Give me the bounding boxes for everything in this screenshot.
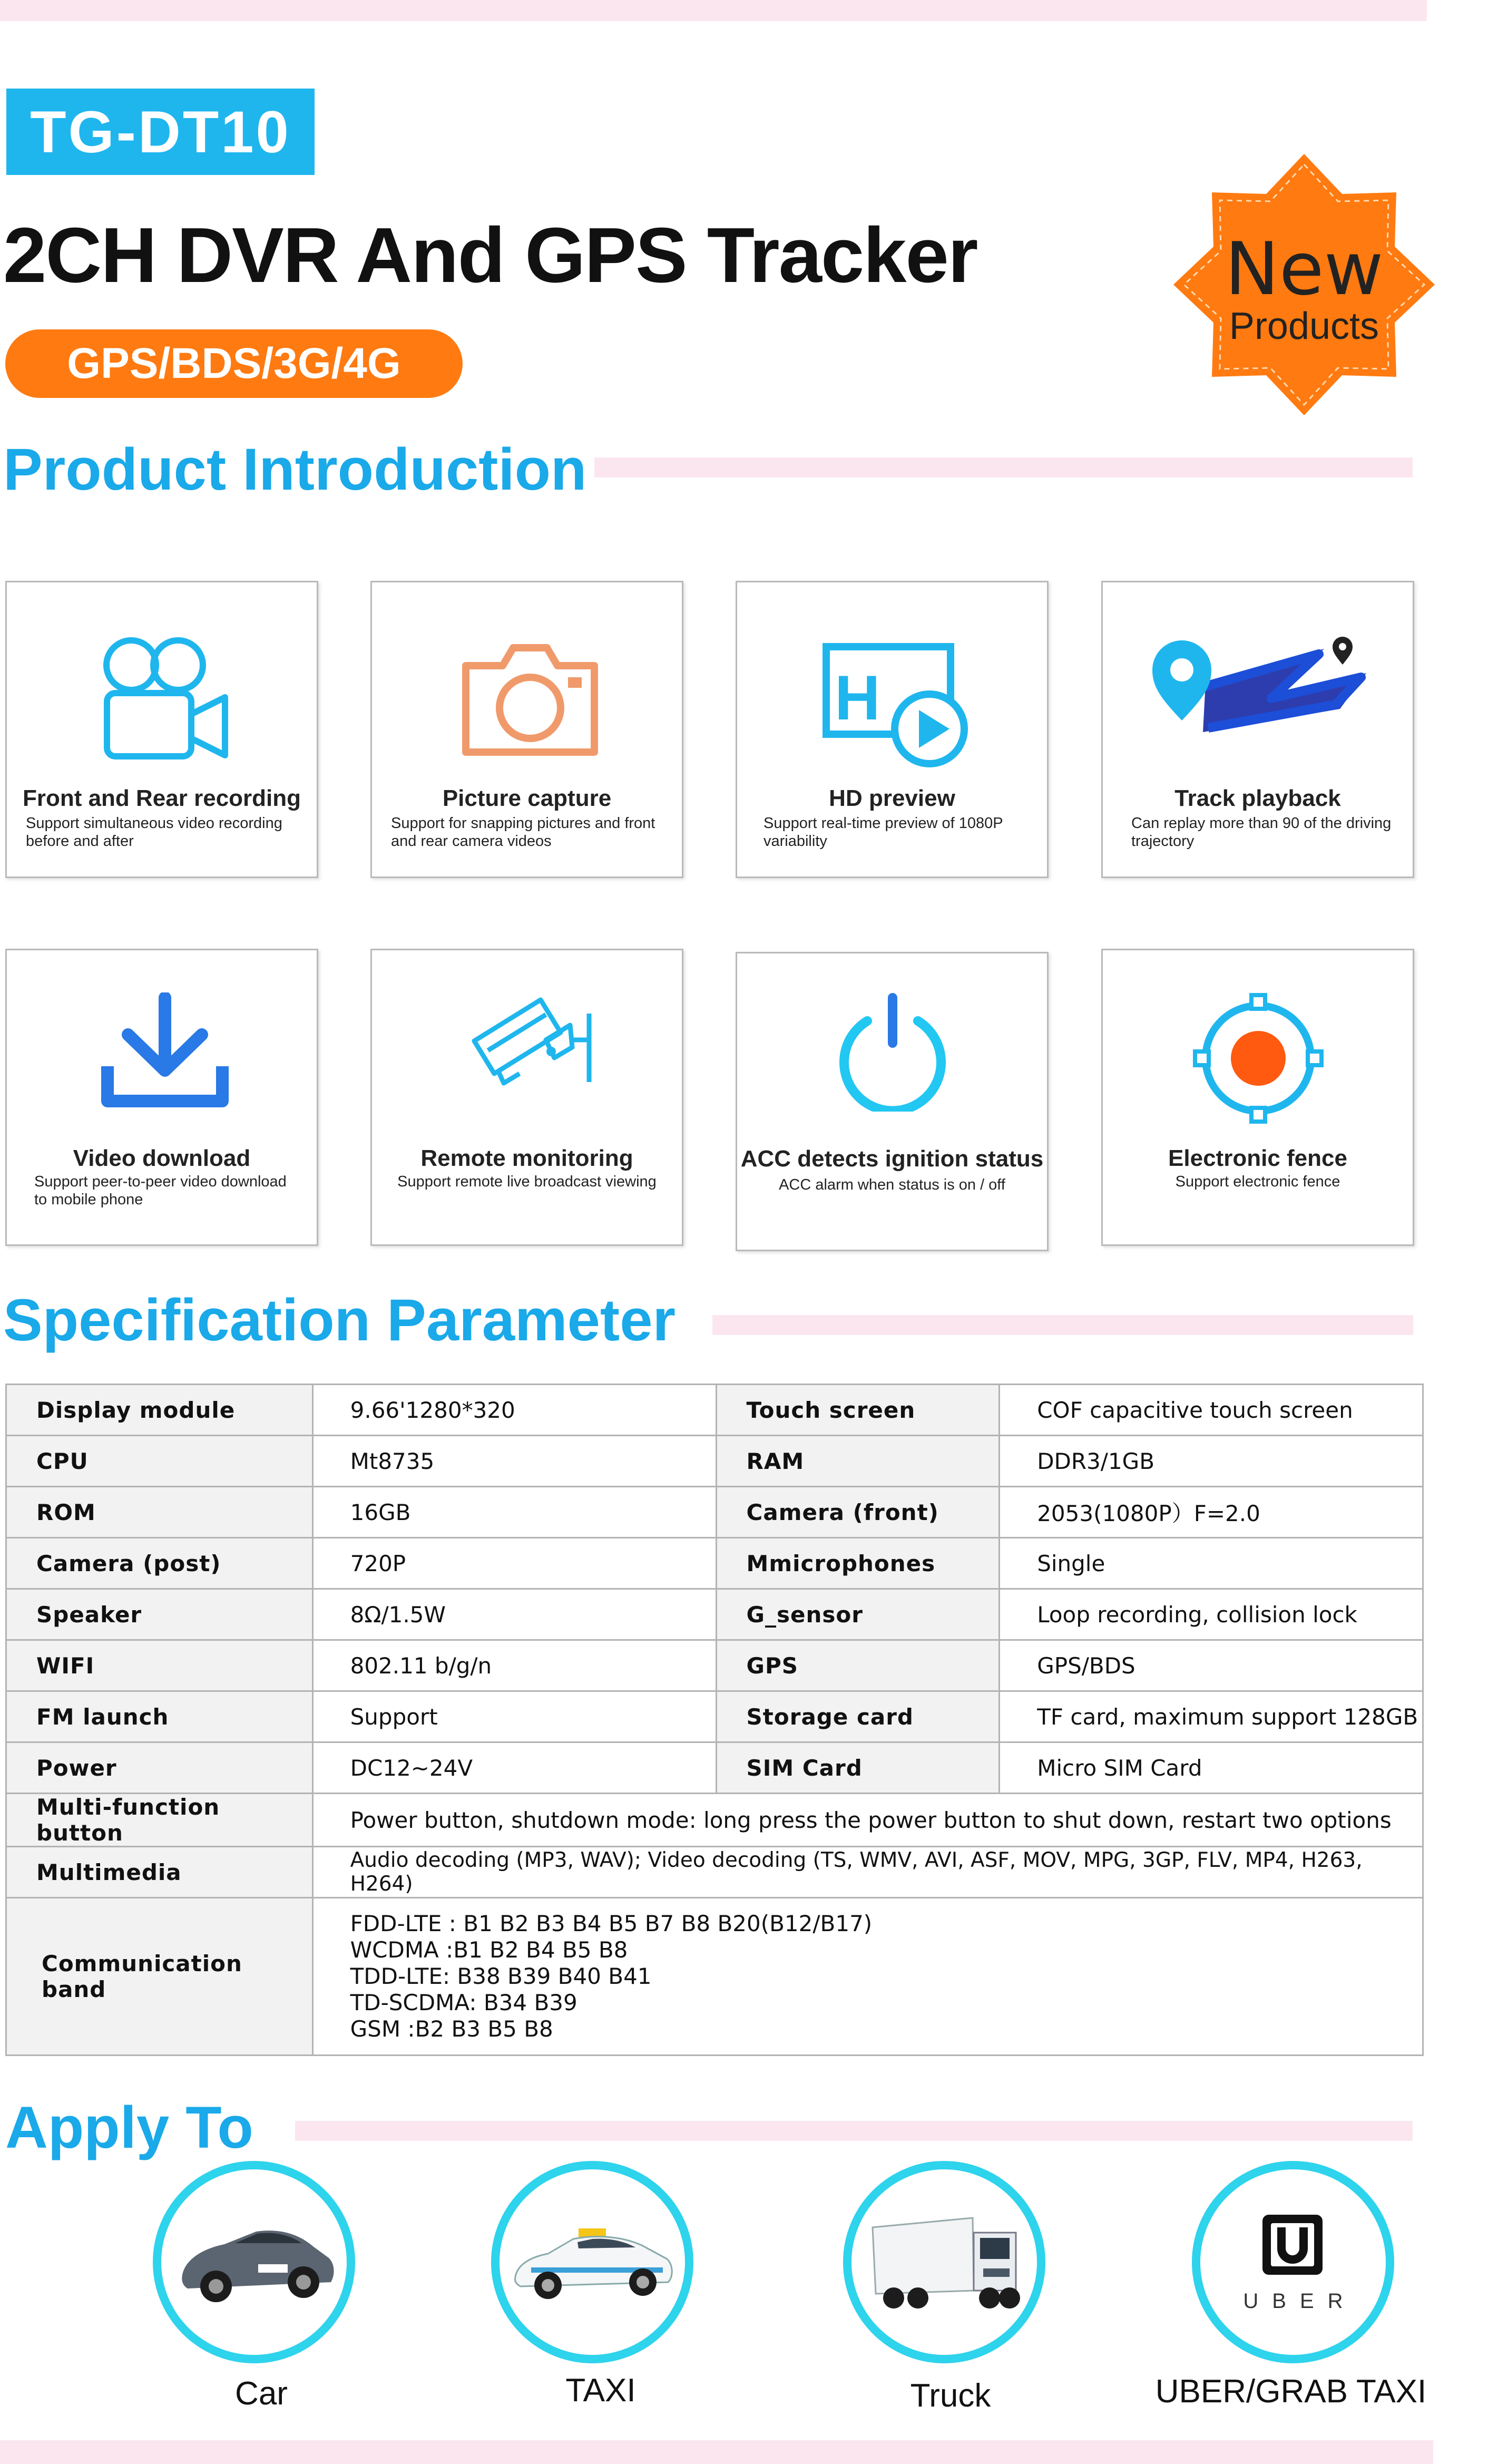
spec-row bbox=[6, 1589, 1423, 1640]
spec-row-multimedia bbox=[6, 1847, 1423, 1898]
spec-row-comm-band bbox=[6, 1898, 1423, 2056]
svg-text:H: H bbox=[835, 663, 880, 733]
spec-value: Support bbox=[312, 1691, 716, 1742]
band-line: WCDMA :B1 B2 B4 B5 B8 bbox=[350, 1937, 628, 1963]
top-band bbox=[0, 0, 1427, 21]
spec-divider bbox=[712, 1315, 1413, 1335]
feature-card-capture bbox=[370, 581, 683, 878]
feature-desc: Support peer-to-peer video download to mobile phone bbox=[34, 1173, 287, 1208]
spec-row bbox=[6, 1742, 1423, 1794]
spec-value: DDR3/1GB bbox=[1000, 1436, 1423, 1487]
feature-desc: ACC alarm when status is on / off bbox=[779, 1176, 1005, 1193]
bottom-band bbox=[0, 2440, 1433, 2464]
apply-heading: Apply To bbox=[5, 2095, 253, 2160]
apply-label-car: Car bbox=[235, 2375, 288, 2412]
taxi-icon bbox=[500, 2169, 685, 2355]
spec-value bbox=[312, 1898, 1423, 2056]
spec-row bbox=[6, 1436, 1423, 1487]
feature-title: Front and Rear recording bbox=[22, 785, 301, 811]
spec-row-multi-function bbox=[6, 1794, 1423, 1847]
spec-label: Power bbox=[6, 1742, 313, 1794]
power-icon bbox=[835, 990, 951, 1112]
band-line: GSM :B2 B3 B5 B8 bbox=[350, 2016, 553, 2042]
spec-label: G_sensor bbox=[716, 1589, 1000, 1640]
spec-label: Display module bbox=[6, 1385, 313, 1436]
spec-value: Mt8735 bbox=[312, 1436, 716, 1487]
feature-card-acc bbox=[736, 952, 1049, 1251]
feature-title: ACC detects ignition status bbox=[740, 1146, 1044, 1172]
spec-value: 8Ω/1.5W bbox=[312, 1589, 716, 1640]
feature-desc: Support for snapping pictures and front and rear camera videos bbox=[391, 815, 655, 850]
spec-label: Camera (front) bbox=[716, 1487, 1000, 1538]
spec-label: WIFI bbox=[6, 1640, 313, 1691]
band-line: FDD-LTE : B1 B2 B3 B4 B5 B7 B8 B20(B12/B17) bbox=[350, 1911, 873, 1936]
network-pill: GPS/BDS/3G/4G bbox=[5, 329, 463, 398]
spec-value: Power button, shutdown mode: long press the power button to shut down, restart two options bbox=[312, 1794, 1423, 1847]
truck-icon bbox=[851, 2169, 1037, 2355]
spec-value: DC12~24V bbox=[312, 1742, 716, 1794]
spec-value: Audio decoding (MP3, WAV); Video decoding (TS, WMV, AVI, ASF, MOV, MPG, 3GP, FLV, MP4, H263, H264) bbox=[312, 1847, 1423, 1898]
cctv-camera-icon bbox=[467, 992, 593, 1098]
feature-desc: Can replay more than 90 of the driving trajectory bbox=[1131, 815, 1392, 850]
spec-row bbox=[6, 1487, 1423, 1538]
spec-label: Touch screen bbox=[716, 1385, 1000, 1436]
spec-value: 2053(1080P）F=2.0 bbox=[1000, 1487, 1423, 1538]
feature-title: Remote monitoring bbox=[420, 1145, 633, 1171]
new-products-badge bbox=[1172, 153, 1436, 416]
badge-new-text: New bbox=[1225, 227, 1384, 311]
spec-label: Speaker bbox=[6, 1589, 313, 1640]
apply-taxi bbox=[491, 2161, 693, 2363]
spec-value: COF capacitive touch screen bbox=[1000, 1385, 1423, 1436]
spec-label: Camera (post) bbox=[6, 1538, 313, 1589]
apply-divider bbox=[295, 2121, 1413, 2141]
feature-desc: Support electronic fence bbox=[1175, 1173, 1340, 1190]
spec-value: Loop recording, collision lock bbox=[1000, 1589, 1423, 1640]
spec-value: 802.11 b/g/n bbox=[312, 1640, 716, 1691]
apply-truck bbox=[843, 2161, 1045, 2363]
spec-label: GPS bbox=[716, 1640, 1000, 1691]
spec-label: Storage card bbox=[716, 1691, 1000, 1742]
spec-heading: Specification Parameter bbox=[3, 1287, 676, 1353]
spec-label: Multi-function button bbox=[6, 1794, 313, 1847]
spec-label: ROM bbox=[6, 1487, 313, 1538]
spec-label: Multimedia bbox=[6, 1847, 313, 1898]
spec-value: 9.66'1280*320 bbox=[312, 1385, 716, 1436]
spec-label: Mmicrophones bbox=[716, 1538, 1000, 1589]
spec-label: SIM Card bbox=[716, 1742, 1000, 1794]
intro-heading: Product Introduction bbox=[3, 436, 587, 502]
apply-label-truck: Truck bbox=[910, 2378, 991, 2414]
apply-label-taxi: TAXI bbox=[565, 2372, 636, 2409]
spec-value: GPS/BDS bbox=[1000, 1640, 1423, 1691]
feature-card-recording bbox=[5, 581, 318, 878]
apply-uber bbox=[1192, 2161, 1394, 2363]
hd-play-icon bbox=[819, 635, 977, 772]
apply-car bbox=[153, 2161, 355, 2363]
intro-divider bbox=[594, 457, 1413, 478]
sports-car-icon bbox=[161, 2169, 347, 2355]
page-title: 2CH DVR And GPS Tracker bbox=[3, 212, 977, 299]
badge-products-text: Products bbox=[1229, 305, 1379, 347]
spec-row bbox=[6, 1538, 1423, 1589]
feature-title: Track playback bbox=[1174, 785, 1341, 811]
spec-value: Micro SIM Card bbox=[1000, 1742, 1423, 1794]
spec-table bbox=[5, 1384, 1424, 2056]
feature-desc: Support real-time preview of 1080P variability bbox=[763, 815, 1003, 850]
model-badge: TG-DT10 bbox=[6, 89, 315, 175]
feature-card-monitoring bbox=[370, 949, 683, 1246]
spec-value: 720P bbox=[312, 1538, 716, 1589]
photo-camera-icon bbox=[456, 639, 604, 761]
route-map-icon bbox=[1150, 625, 1372, 783]
download-icon bbox=[99, 992, 231, 1108]
band-line: TDD-LTE: B38 B39 B40 B41 bbox=[350, 1963, 652, 1989]
feature-card-download bbox=[5, 949, 318, 1246]
uber-logo-text: UBER bbox=[1243, 2290, 1357, 2313]
feature-title: Video download bbox=[73, 1145, 251, 1171]
band-line: TD-SCDMA: B34 B39 bbox=[350, 1990, 577, 2015]
target-icon bbox=[1192, 992, 1324, 1124]
apply-label-uber: UBER/GRAB TAXI bbox=[1155, 2373, 1427, 2410]
spec-value: TF card, maximum support 128GB bbox=[1000, 1691, 1423, 1742]
feature-desc: Support simultaneous video recording before and after bbox=[26, 815, 282, 850]
spec-row bbox=[6, 1385, 1423, 1436]
spec-value: Single bbox=[1000, 1538, 1423, 1589]
feature-card-hd bbox=[736, 581, 1049, 878]
spec-label: CPU bbox=[6, 1436, 313, 1487]
feature-title: Picture capture bbox=[442, 785, 612, 811]
uber-logo-icon bbox=[1200, 2169, 1386, 2355]
feature-card-track bbox=[1101, 581, 1414, 878]
feature-desc: Support remote live broadcast viewing bbox=[397, 1173, 657, 1190]
spec-row bbox=[6, 1640, 1423, 1691]
feature-card-fence bbox=[1101, 949, 1414, 1246]
feature-title: Electronic fence bbox=[1168, 1145, 1347, 1171]
spec-value: 16GB bbox=[312, 1487, 716, 1538]
video-camera-icon bbox=[96, 635, 233, 767]
spec-label: RAM bbox=[716, 1436, 1000, 1487]
feature-title: HD preview bbox=[829, 785, 955, 811]
spec-row bbox=[6, 1691, 1423, 1742]
spec-label: FM launch bbox=[6, 1691, 313, 1742]
spec-label: Communication band bbox=[6, 1898, 313, 2056]
